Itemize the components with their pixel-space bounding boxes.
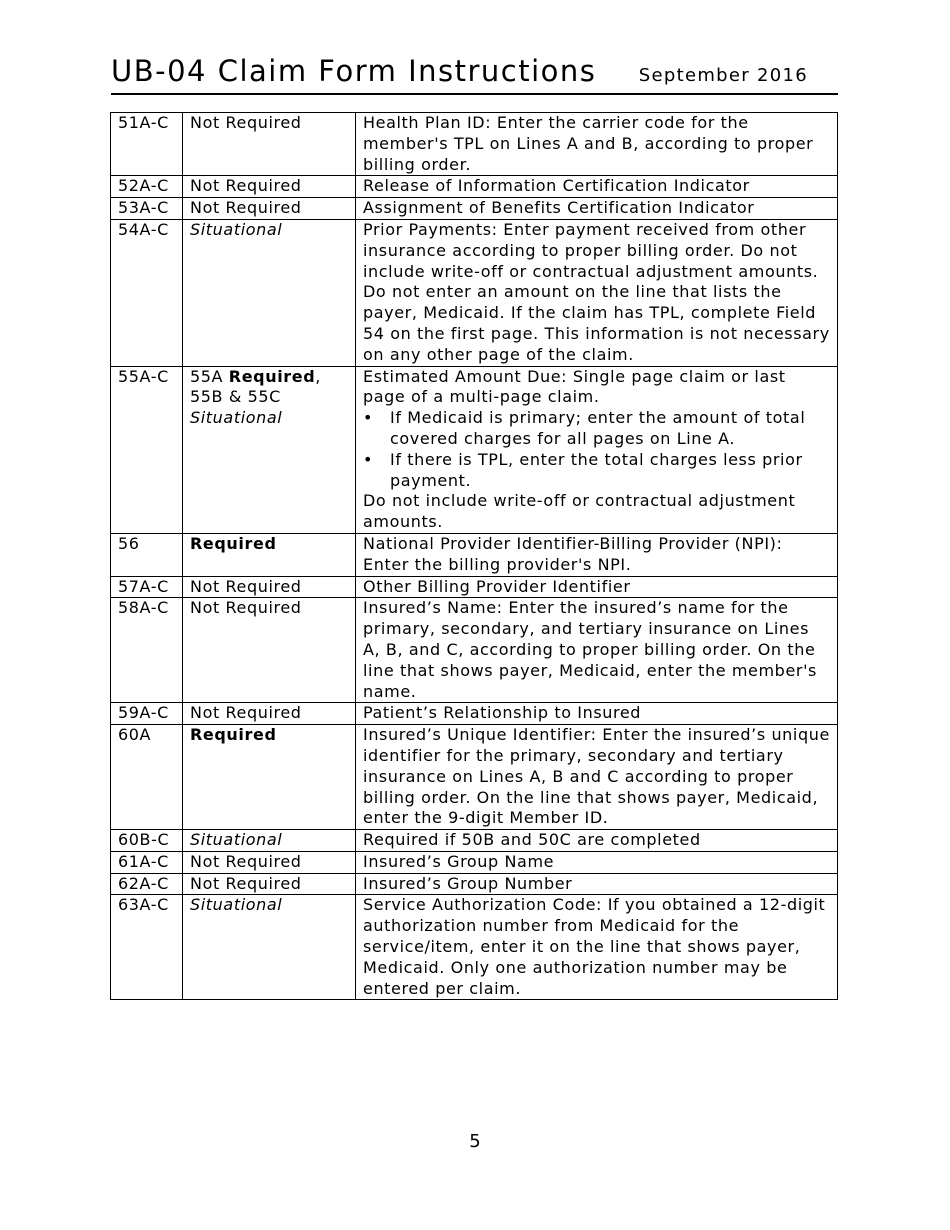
requirement-cell: Not Required bbox=[183, 113, 356, 176]
field-cell: 52A-C bbox=[111, 176, 183, 198]
field-cell: 63A-C bbox=[111, 895, 183, 1000]
description-cell: Insured’s Name: Enter the insured’s name for the primary, secondary, and tertiary insurance on Lines A, B, and C, according to proper billing order. On the line that shows payer, Medicaid, enter the member's name. bbox=[356, 598, 838, 703]
requirement-cell: Not Required bbox=[183, 851, 356, 873]
requirement-cell: Situational bbox=[183, 895, 356, 1000]
table-row bbox=[111, 176, 838, 198]
description-outro: Do not include write-off or contractual adjustment amounts. bbox=[363, 491, 796, 532]
table-row bbox=[111, 703, 838, 725]
table-row bbox=[111, 725, 838, 830]
header-rule bbox=[111, 93, 838, 95]
list-item: • If there is TPL, enter the total charges less prior payment. bbox=[390, 450, 831, 492]
field-cell: 53A-C bbox=[111, 198, 183, 220]
field-cell: 51A-C bbox=[111, 113, 183, 176]
requirement-cell: Not Required bbox=[183, 873, 356, 895]
requirement-cell: Situational bbox=[183, 830, 356, 852]
field-instructions-table bbox=[110, 112, 838, 1000]
field-cell: 54A-C bbox=[111, 219, 183, 366]
table-row bbox=[111, 533, 838, 576]
description-cell: Patient’s Relationship to Insured bbox=[356, 703, 838, 725]
table-row bbox=[111, 598, 838, 703]
requirement-cell bbox=[183, 366, 356, 533]
table-row bbox=[111, 851, 838, 873]
description-cell bbox=[356, 366, 838, 533]
description-intro: Estimated Amount Due: Single page claim or last page of a multi-page claim. bbox=[363, 366, 786, 407]
page-number: 5 bbox=[469, 1131, 481, 1152]
field-cell: 58A-C bbox=[111, 598, 183, 703]
field-cell: 55A-C bbox=[111, 366, 183, 533]
document-title: UB-04 Claim Form Instructions bbox=[111, 54, 597, 88]
description-cell: Required if 50B and 50C are completed bbox=[356, 830, 838, 852]
description-cell: Insured’s Unique Identifier: Enter the insured’s unique identifier for the primary, secondary and tertiary insurance on Lines A, B and C according to proper billing order. On the line that shows payer, Medicaid, enter the 9-digit Member ID. bbox=[356, 725, 838, 830]
description-cell: Health Plan ID: Enter the carrier code for the member's TPL on Lines A and B, according to proper billing order. bbox=[356, 113, 838, 176]
field-cell: 56 bbox=[111, 533, 183, 576]
requirement-cell: Not Required bbox=[183, 176, 356, 198]
table-row bbox=[111, 366, 838, 533]
requirement-cell: Not Required bbox=[183, 198, 356, 220]
description-cell: Release of Information Certification Indicator bbox=[356, 176, 838, 198]
table-row bbox=[111, 219, 838, 366]
description-cell: National Provider Identifier-Billing Provider (NPI): Enter the billing provider's NPI. bbox=[356, 533, 838, 576]
requirement-cell: Required bbox=[183, 533, 356, 576]
table-row bbox=[111, 198, 838, 220]
field-cell: 60B-C bbox=[111, 830, 183, 852]
table-row bbox=[111, 895, 838, 1000]
field-cell: 62A-C bbox=[111, 873, 183, 895]
description-cell: Service Authorization Code: If you obtained a 12-digit authorization number from Medicaid for the service/item, enter it on the line that shows payer, Medicaid. Only one authorization number may be entered per claim. bbox=[356, 895, 838, 1000]
description-cell: Prior Payments: Enter payment received from other insurance according to proper billing order. Do not include write-off or contractual adjustment amounts. Do not enter an amount on the line that lists the payer, Medicaid. If the claim has TPL, complete Field 54 on the first page. This information is not necessary on any other page of the claim. bbox=[356, 219, 838, 366]
description-cell: Insured’s Group Name bbox=[356, 851, 838, 873]
requirement-cell: Not Required bbox=[183, 598, 356, 703]
field-cell: 59A-C bbox=[111, 703, 183, 725]
requirement-line-a: 55A Required, bbox=[190, 366, 321, 386]
requirement-line-c: Situational bbox=[190, 408, 283, 428]
description-cell: Assignment of Benefits Certification Indicator bbox=[356, 198, 838, 220]
bullet-list bbox=[363, 408, 831, 491]
field-cell: 57A-C bbox=[111, 576, 183, 598]
requirement-cell: Not Required bbox=[183, 576, 356, 598]
field-cell: 61A-C bbox=[111, 851, 183, 873]
table-row bbox=[111, 873, 838, 895]
requirement-cell: Not Required bbox=[183, 703, 356, 725]
requirement-cell: Required bbox=[183, 725, 356, 830]
page-header bbox=[111, 54, 838, 94]
list-item: • If Medicaid is primary; enter the amount of total covered charges for all pages on Line A. bbox=[390, 408, 831, 450]
requirement-line-b: 55B & 55C bbox=[190, 387, 281, 407]
requirement-cell: Situational bbox=[183, 219, 356, 366]
table-row bbox=[111, 113, 838, 176]
description-cell: Other Billing Provider Identifier bbox=[356, 576, 838, 598]
field-cell: 60A bbox=[111, 725, 183, 830]
table-row bbox=[111, 576, 838, 598]
description-cell: Insured’s Group Number bbox=[356, 873, 838, 895]
document-date: September 2016 bbox=[638, 65, 808, 86]
table-row bbox=[111, 830, 838, 852]
